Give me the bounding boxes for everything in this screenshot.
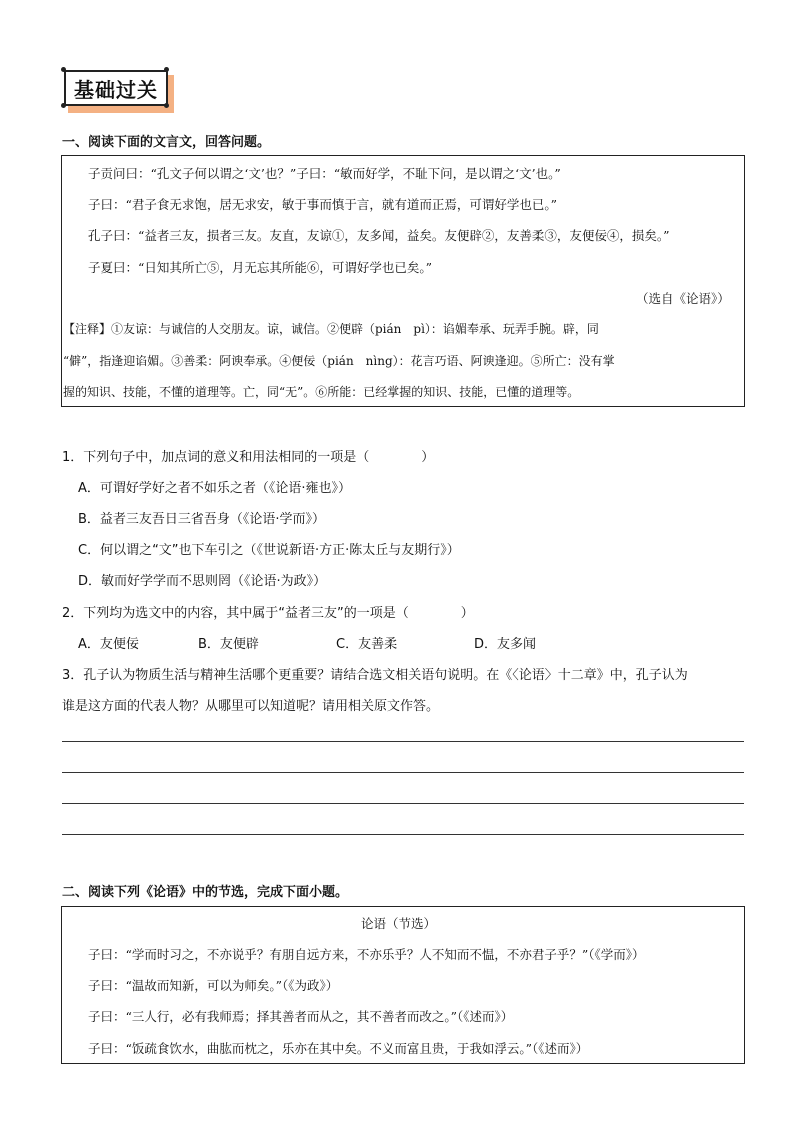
- question2-option-c: C．友善柔: [336, 637, 398, 652]
- answer-line[interactable]: [62, 772, 744, 773]
- passage2-line: 子曰：“三人行，必有我师焉；择其善者而从之，其不善者而改之。”（《述而》）: [88, 1009, 514, 1024]
- question1-stem: 1．下列句子中，加点词的意义和用法相同的一项是（ ）: [62, 450, 435, 465]
- answer-line[interactable]: [62, 803, 744, 804]
- passage1-source: （选自《论语》）: [636, 291, 730, 306]
- section1-title: 一、阅读下面的文言文，回答问题。: [62, 135, 271, 150]
- question2-option-d: D．友多闻: [474, 637, 537, 652]
- passage2-title: 论语（节选）: [361, 916, 437, 931]
- passage1-notes: 握的知识、技能，不懂的道理等。亡，同“无”。⑥所能：已经掌握的知识、技能，已懂的道理等。: [63, 385, 580, 399]
- passage1-notes: “僻”，指逢迎谄媚。③善柔：阿谀奉承。④便佞（pián nìng）：花言巧语、阿谀逢迎。⑤所亡：没有掌: [63, 354, 615, 368]
- answer-line[interactable]: [62, 741, 744, 742]
- question2-option-b: B．友便辟: [198, 637, 259, 652]
- badge-label: 基础过关: [64, 70, 168, 106]
- badge-corner-dot: [61, 103, 66, 108]
- passage2-line: 子曰：“学而时习之，不亦说乎？有朋自远方来，不亦乐乎？人不知而不愠，不亦君子乎？”（《学而》）: [88, 947, 645, 962]
- question1-option-a: A．可谓好学好之者不如乐之者（《论语·雍也》）: [78, 481, 352, 496]
- passage2-line: 子曰：“饭疏食饮水，曲肱而枕之，乐亦在其中矣。不义而富且贵，于我如浮云。”（《述而》）: [88, 1041, 589, 1056]
- passage1-line: 子曰：“君子食无求饱，居无求安，敏于事而慎于言，就有道而正焉，可谓好学也已。”: [88, 197, 558, 212]
- question1-option-d: D．敏而好学学而不思则罔（《论语·为政》）: [78, 574, 327, 589]
- answer-line[interactable]: [62, 834, 744, 835]
- question2-option-a: A．友便佞: [78, 637, 139, 652]
- badge-corner-dot: [61, 67, 66, 72]
- passage1-frame: [61, 155, 745, 407]
- passage2-line: 子曰：“温故而知新，可以为师矣。”（《为政》）: [88, 978, 339, 993]
- passage1-line: 子贡问曰：“孔文子何以谓之‘文’也？”子曰：“敏而好学，不耻下问，是以谓之‘文’也。”: [88, 166, 561, 181]
- question1-option-b: B．益者三友吾日三省吾身（《论语·学而》）: [78, 512, 326, 527]
- section-badge: [64, 70, 172, 110]
- passage1-line: 子夏曰：“日知其所亡⑤，月无忘其所能⑥，可谓好学也已矣。”: [88, 260, 433, 275]
- question3-stem: 谁是这方面的代表人物？从哪里可以知道呢？请用相关原文作答。: [62, 699, 440, 714]
- passage1-line: 孔子曰：“益者三友，损者三友。友直，友谅①，友多闻，益矣。友便辟②，友善柔③，友便佞④，损矣。”: [88, 228, 670, 243]
- badge-corner-dot: [164, 67, 169, 72]
- section2-title: 二、阅读下列《论语》中的节选，完成下面小题。: [62, 885, 349, 900]
- badge-corner-dot: [164, 103, 169, 108]
- question1-option-c: C．何以谓之“文”也下车引之（《世说新语·方正·陈太丘与友期行》）: [78, 543, 460, 558]
- passage1-notes: 【注释】①友谅：与诚信的人交朋友。谅，诚信。②便辟（pián pì）：谄媚奉承、玩弄手腕。辟，同: [63, 322, 599, 336]
- question2-stem: 2．下列均为选文中的内容，其中属于“益者三友”的一项是（ ）: [62, 606, 474, 621]
- question3-stem: 3．孔子认为物质生活与精神生活哪个更重要？请结合选文相关语句说明。在《〈论语〉十二章》中，孔子认为: [62, 668, 688, 683]
